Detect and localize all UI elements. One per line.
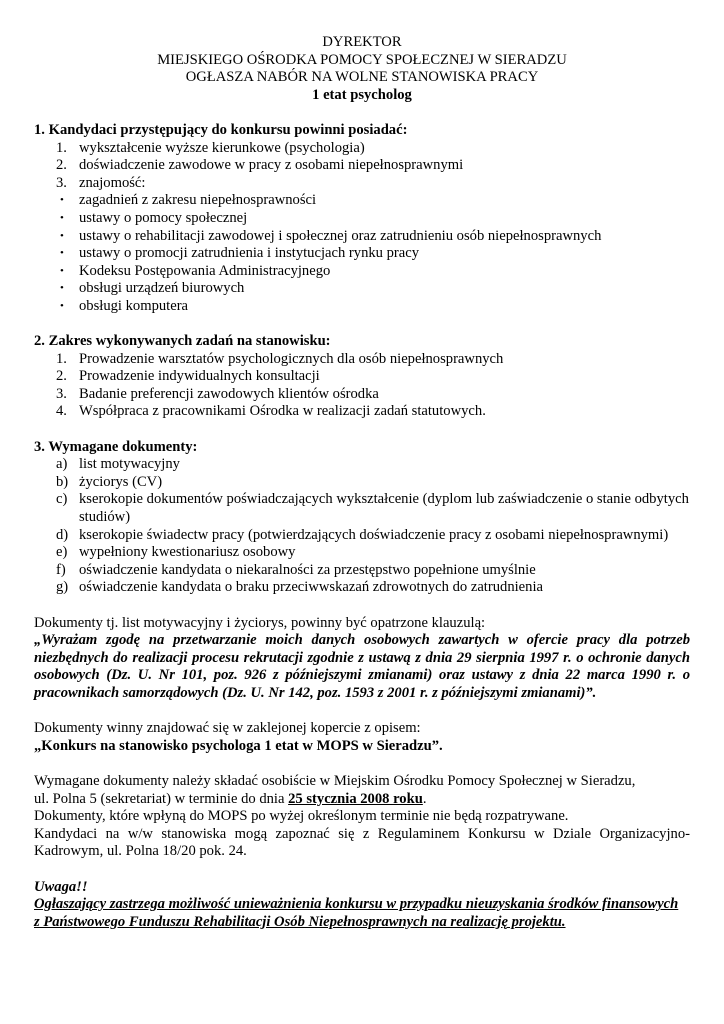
submission-period: . [422,790,427,807]
bullet-item [34,298,690,316]
envelope-label: „Konkurs na stanowisko psychologa 1 etat w MOPS w Sieradzu”. [34,737,443,754]
bullet-item [34,192,690,210]
notice [34,879,690,932]
bullet-item [34,263,690,281]
consent-clause-text: „Wyrażam zgodę na przetwarzanie moich danych osobowych zawartych w ofercie pracy dla potrzeb niezbędnych do realizacji procesu rekrutacji zgodnie z ustawą z dnia 29 sierpnia 1997 r. o ochronie danych osobowych (Dz. U. Nr 101, poz. 926 z późniejszymi zmianami) oraz ustawy z dnia 22 marca 1990 r. o pracownikach samorządowych (Dz. U. Nr 142, poz. 1593 z 2001 r. z późniejszymi zmianami)”. [34,632,690,701]
deadline-date: 25 stycznia 2008 roku [288,790,423,807]
list-marker: f) [56,561,66,578]
section-duties-title: 2. Zakres wykonywanych zadań na stanowisku: [34,333,331,350]
list-item [34,157,690,175]
bullet-icon: • [60,282,64,295]
list-item-text: życiorys (CV) [79,473,163,490]
list-item-text: oświadczenie kandydata o niekaralności za przestępstwo popełnione umyślnie [79,561,536,578]
header-line-position: 1 etat psycholog [312,86,412,103]
bullet-icon: • [60,194,64,207]
list-item [34,140,690,158]
list-marker: 3. [56,385,67,402]
list-item [34,368,690,386]
list-marker: a) [56,456,68,473]
section-documents-title: 3. Wymagane dokumenty: [34,438,198,455]
submission-info [34,773,690,861]
list-item-text: Prowadzenie warsztatów psychologicznych dla osób niepełnosprawnych [79,350,504,367]
bullet-icon: • [60,211,64,224]
list-item [34,351,690,369]
list-item-text: kserokopie dokumentów poświadczających wykształcenie (dyplom lub zaświadczenie o stanie odbytych studiów) [79,491,689,526]
list-marker: c) [56,491,68,508]
header-line-announcement: OGŁASZA NABÓR NA WOLNE STANOWISKA PRACY [185,69,539,86]
bullet-item-text: zagadnień z zakresu niepełnosprawności [79,192,317,209]
list-marker: d) [56,526,69,543]
submission-address: ul. Polna 5 (sekretariat) w terminie do dnia [34,790,289,807]
submission-deadline-line [34,791,690,809]
notice-line: z Państwowego Funduszu Rehabilitacji Osób Niepełnosprawnych na realizację projektu. [34,913,566,930]
bullet-icon: • [60,229,64,242]
list-item-text: wykształcenie wyższe kierunkowe (psychologia) [79,139,365,156]
submission-line: Wymagane dokumenty należy składać osobiście w Miejskim Ośrodku Pomocy Społecznej w Sieradzu, [34,772,636,789]
regulations-note: Kandydaci na w/w stanowiska mogą zapoznać się z Regulaminem Konkursu w Dziale Organizacyjno-Kadrowym, ul. Polna 18/20 pok. 24. [34,825,690,860]
list-marker: b) [56,473,69,490]
section-duties [34,333,690,421]
notice-line: Ogłaszający zastrzega możliwość unieważnienia konkursu w przypadku nieuzyskania środków finansowych [34,896,679,913]
bullet-item [34,228,690,246]
consent-clause-intro: Dokumenty tj. list motywacyjny i życiorys, powinny być opatrzone klauzulą: [34,614,486,631]
list-item-text: doświadczenie zawodowe w pracy z osobami niepełnosprawnymi [79,157,464,174]
list-marker: 4. [56,403,67,420]
bullet-item-text: ustawy o promocji zatrudnienia i instytucjach rynku pracy [79,245,420,262]
list-marker: g) [56,579,69,596]
bullet-item-text: Kodeksu Postępowania Administracyjnego [79,262,331,279]
list-item [34,579,690,597]
header-line-director: DYREKTOR [322,34,402,50]
section-requirements [34,122,690,316]
list-item [34,544,690,562]
list-item [34,491,690,526]
list-marker: 1. [56,139,67,156]
consent-clause [34,615,690,703]
bullet-icon: • [60,264,64,277]
envelope-instructions [34,720,690,755]
list-item [34,527,690,545]
list-item [34,562,690,580]
section-documents [34,439,690,597]
document-page [34,34,690,931]
bullet-icon: • [60,247,64,260]
bullet-item-text: obsługi urządzeń biurowych [79,280,245,297]
list-item [34,386,690,404]
late-documents-note: Dokumenty, które wpłyną do MOPS po wyżej określonym terminie nie będą rozpatrywane. [34,808,569,825]
bullet-icon: • [60,299,64,312]
bullet-item-text: ustawy o pomocy społecznej [79,209,248,226]
bullet-item [34,280,690,298]
list-item [34,474,690,492]
envelope-line: Dokumenty winny znajdować się w zaklejonej kopercie z opisem: [34,720,421,737]
document-header [34,34,690,104]
section-requirements-title: 1. Kandydaci przystępujący do konkursu powinni posiadać: [34,121,408,138]
list-item [34,175,690,193]
list-item-text: Współpraca z pracownikami Ośrodka w realizacji zadań statutowych. [79,403,486,420]
list-item-text: wypełniony kwestionariusz osobowy [79,544,296,561]
notice-title: Uwaga!! [34,878,88,895]
list-item [34,456,690,474]
header-line-institution: MIEJSKIEGO OŚRODKA POMOCY SPOŁECZNEJ W SIERADZU [157,51,567,68]
list-item-text: Prowadzenie indywidualnych konsultacji [79,368,320,385]
list-marker: 2. [56,157,67,174]
list-marker: 2. [56,368,67,385]
list-item-text: oświadczenie kandydata o braku przeciwwskazań zdrowotnych do zatrudnienia [79,579,543,596]
bullet-item-text: obsługi komputera [79,297,189,314]
bullet-item [34,245,690,263]
list-item-text: kserokopie świadectw pracy (potwierdzających doświadczenie pracy z osobami niepełnosprawnymi) [79,526,669,543]
list-item-text: list motywacyjny [79,456,180,473]
bullet-item-text: ustawy o rehabilitacji zawodowej i społecznej oraz zatrudnieniu osób niepełnosprawnych [79,227,602,244]
bullet-item [34,210,690,228]
list-item [34,403,690,421]
list-marker: 3. [56,174,67,191]
list-marker: e) [56,544,68,561]
list-marker: 1. [56,350,67,367]
list-item-text: znajomość: [79,174,146,191]
list-item-text: Badanie preferencji zawodowych klientów ośrodka [79,385,379,402]
